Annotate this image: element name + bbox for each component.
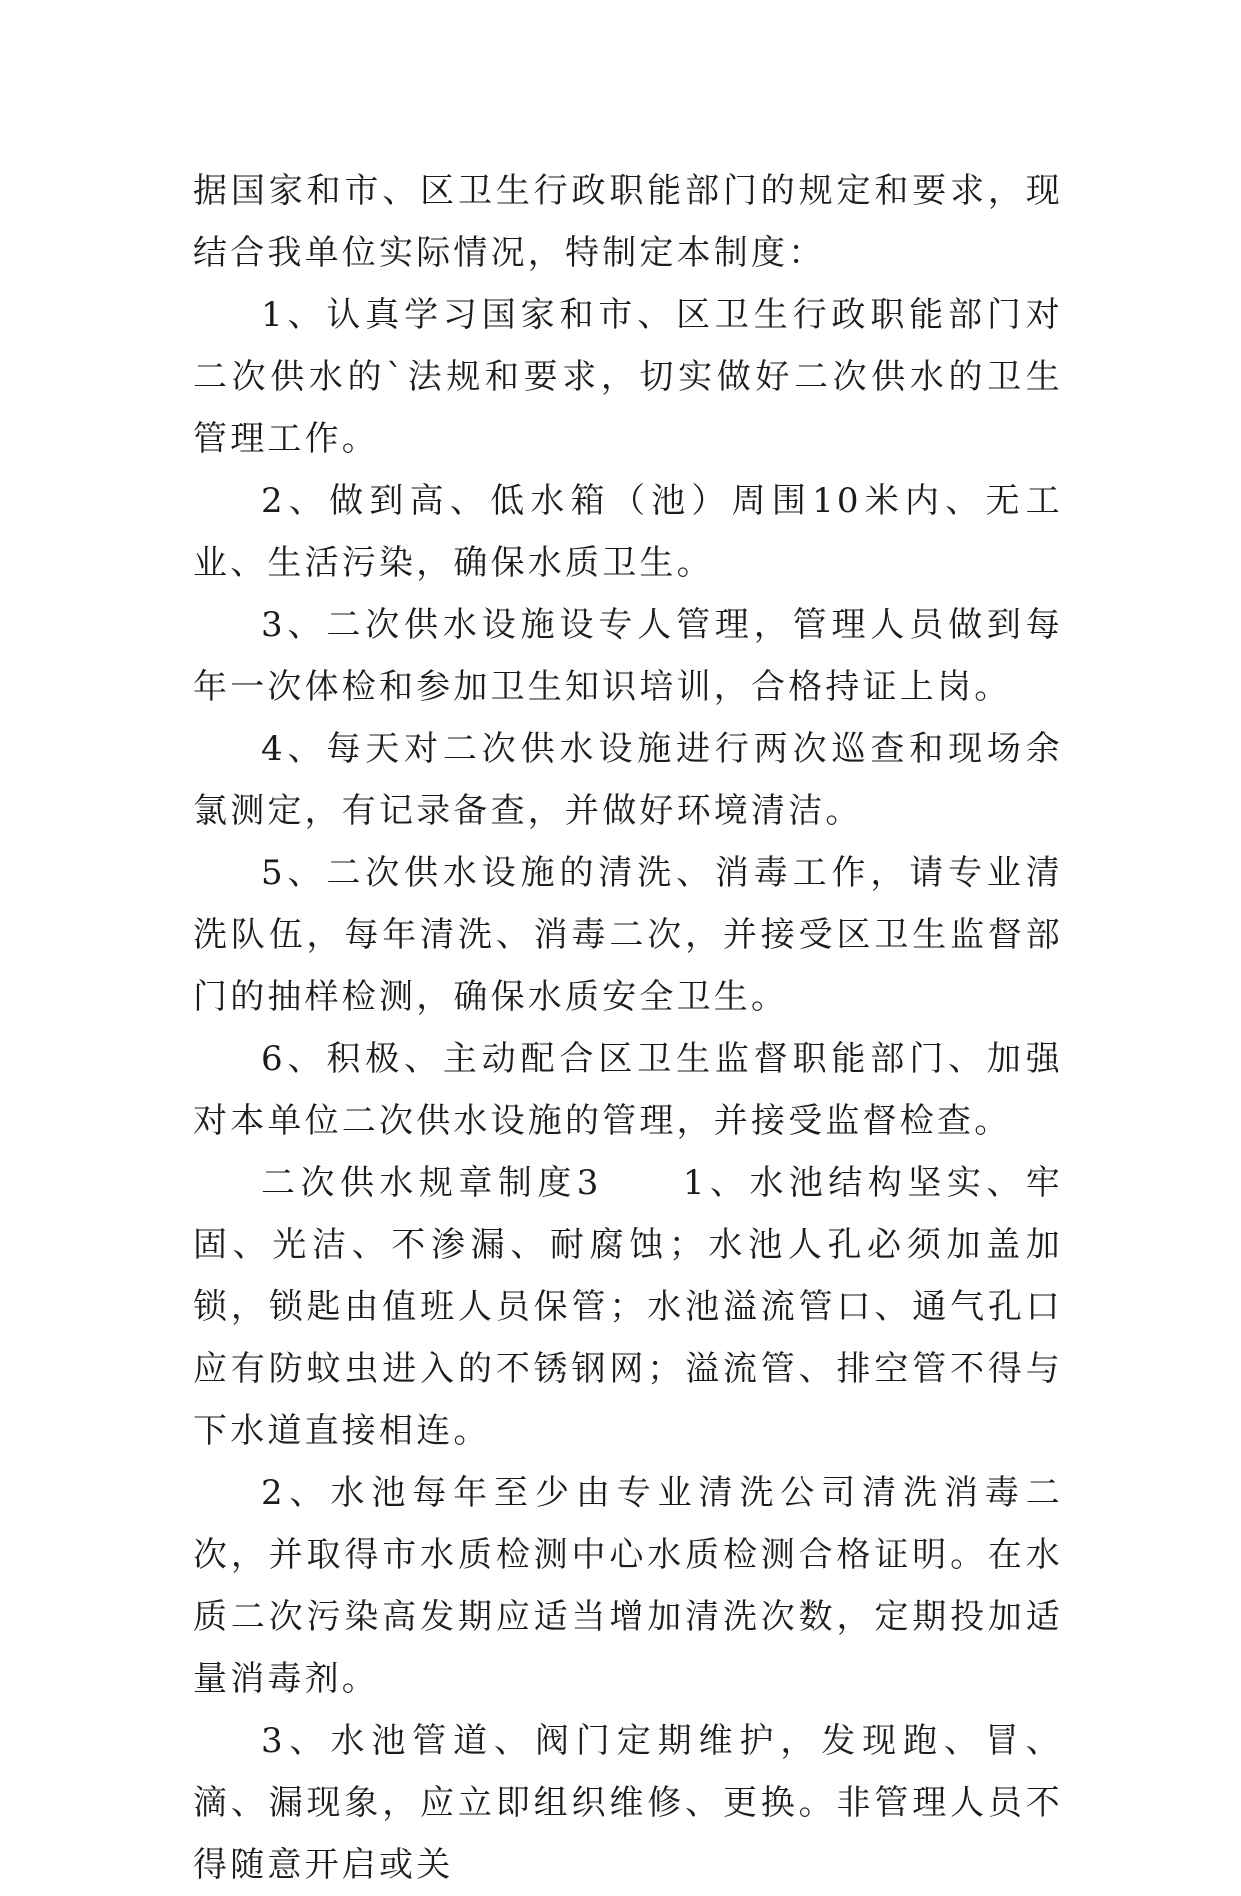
paragraph-section-3-item-1: 二次供水规章制度3 1、水池结构坚实、牢固、光洁、不渗漏、耐腐蚀；水池人孔必须加盖加锁，锁匙由值班人员保管；水池溢流管口、通气孔口应有防蚊虫进入的不锈钢网；溢流管、排空管不得与下水道直接相连。	[193, 1163, 1063, 1451]
document-body	[193, 160, 1063, 1896]
paragraph-section-3-item-2: 2、水池每年至少由专业清洗公司清洗消毒二次，并取得市水质检测中心水质检测合格证明。在水质二次污染高发期应适当增加清洗次数，定期投加适量消毒剂。	[193, 1473, 1063, 1699]
paragraph-intro: 据国家和市、区卫生行政职能部门的规定和要求，现结合我单位实际情况，特制定本制度：	[193, 171, 1063, 273]
paragraph-item-6: 6、积极、主动配合区卫生监督职能部门、加强对本单位二次供水设施的管理，并接受监督检查。	[193, 1039, 1063, 1141]
paragraph-item-1: 1、认真学习国家和市、区卫生行政职能部门对二次供水的`法规和要求，切实做好二次供水的卫生管理工作。	[193, 295, 1063, 459]
paragraph-item-3: 3、二次供水设施设专人管理，管理人员做到每年一次体检和参加卫生知识培训，合格持证上岗。	[193, 605, 1063, 707]
paragraph-section-3-item-3: 3、水池管道、阀门定期维护，发现跑、冒、滴、漏现象，应立即组织维修、更换。非管理人员不得随意开启或关	[193, 1721, 1063, 1885]
paragraph-item-4: 4、每天对二次供水设施进行两次巡查和现场余氯测定，有记录备查，并做好环境清洁。	[193, 729, 1063, 831]
paragraph-item-5: 5、二次供水设施的清洗、消毒工作，请专业清洗队伍，每年清洗、消毒二次，并接受区卫生监督部门的抽样检测，确保水质安全卫生。	[193, 853, 1063, 1017]
paragraph-item-2: 2、做到高、低水箱（池）周围10米内、无工业、生活污染，确保水质卫生。	[193, 481, 1063, 583]
